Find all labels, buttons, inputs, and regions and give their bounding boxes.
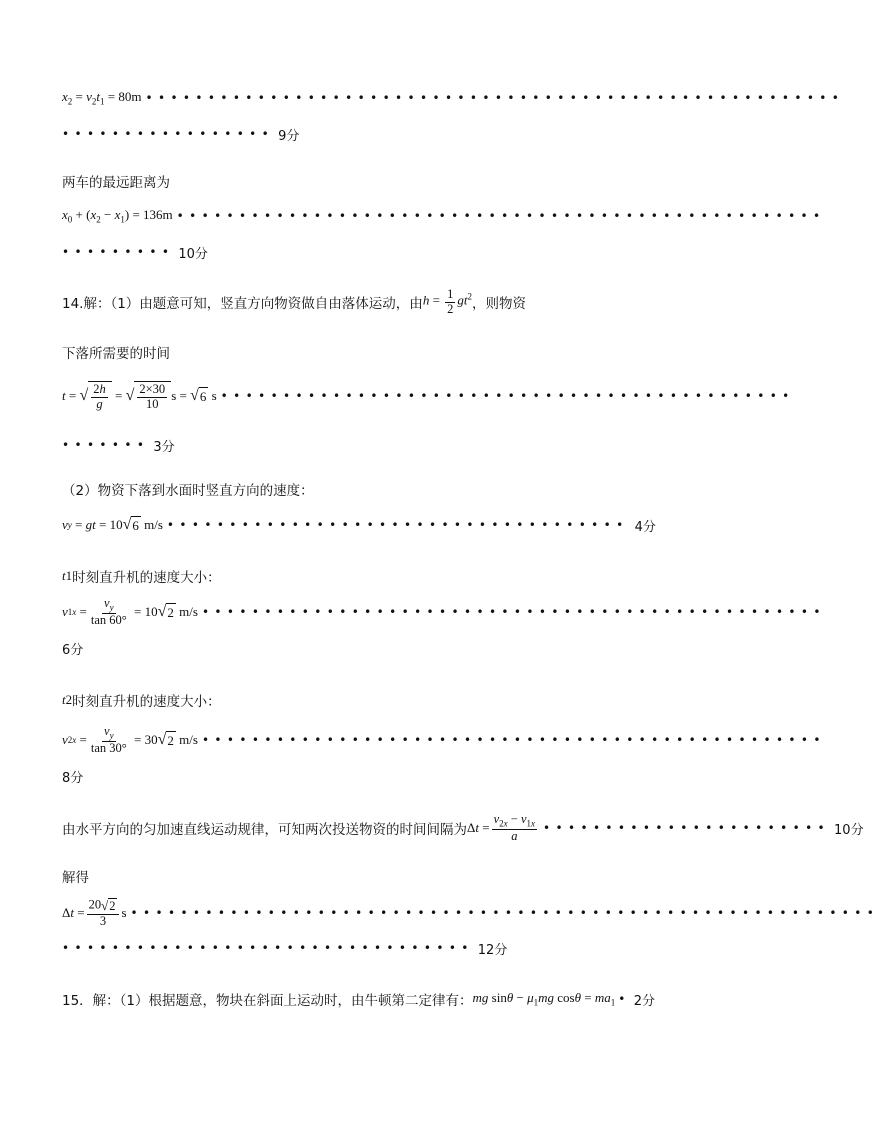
answer-line xyxy=(62,720,826,760)
answer-text: （2）物资下落到水面时竖直方向的速度： xyxy=(62,483,314,499)
score-label: 4分 xyxy=(634,519,656,535)
dot-leader: •••••••••••••••••••••••••••••••••••••••••••••••••••••••••••• xyxy=(130,906,879,920)
answer-line xyxy=(62,766,736,786)
answer-text: 两车的最远距离为 xyxy=(62,175,170,191)
equation: $x_0 + (x_2 - x_1) = 136m$ xyxy=(62,207,173,225)
equation: v y = gt = 10 √ 6 m/s xyxy=(62,516,163,533)
answer-line xyxy=(62,242,736,262)
answer-text: 由水平方向的匀加速直线运动规律，可知两次投送物资的时间间隔为 xyxy=(62,822,467,838)
equation: Δ t = $\frac{v_{2x} - v_{1x}}{a}$ xyxy=(467,811,536,843)
answer-text: 下落所需要的时间 xyxy=(62,346,170,362)
dot-leader: ••••••• xyxy=(62,438,150,452)
dot-leader: ••••••••••••••••• xyxy=(62,127,275,141)
answer-line xyxy=(62,374,795,418)
answer-line xyxy=(62,988,736,1010)
answer-line xyxy=(62,124,736,144)
score-label: 9分 xyxy=(278,128,300,144)
answer-line xyxy=(62,810,864,846)
dot-leader: •••••••••••••••••••••••••••••••••••••••••••••••••• xyxy=(201,733,826,747)
answer-line xyxy=(62,892,879,934)
dot-leader: ••••••••••••••••••••••• xyxy=(543,821,831,835)
answer-line xyxy=(62,592,826,632)
score-label: 6分 xyxy=(62,642,84,658)
equation: v 1x = $\frac{v_y}{\tan 60^\circ}$ = 10 √ 2 m/s xyxy=(62,595,198,627)
variable: t xyxy=(62,692,66,707)
equation: t = √ $\frac{2h}{g}$ = √ $\frac{2\times 30}{10}$ s = √ 6 s xyxy=(62,382,217,411)
answer-text: 时刻直升机的速度大小： xyxy=(72,694,221,710)
answer-line xyxy=(62,88,845,108)
answer-line xyxy=(62,638,736,658)
equation: mg $\sin\theta - \mu_1mg$ $\cos\theta = ma_1$ xyxy=(472,990,616,1008)
answer-text: 15．解：（1）根据题意，物块在斜面上运动时，由牛顿第二定律有： xyxy=(62,993,473,1009)
dot-leader: •••••••••••••••••••••••••••••••••••••••••••••••••••••••• xyxy=(145,91,845,105)
answer-line xyxy=(62,206,826,226)
score-label: 3分 xyxy=(153,439,175,455)
score-label: 10分 xyxy=(178,246,208,262)
answer-line: t 1 时刻直升机的速度大小： xyxy=(62,568,221,586)
dot-leader: •••••••••••••••••••••••••••••••••••••••••••••••••••• xyxy=(176,209,826,223)
answer-text: 14.解：（1）由题意可知，竖直方向物资做自由落体运动，由 xyxy=(62,296,423,312)
dot-leader: ••••••••• xyxy=(62,245,175,259)
answer-text: 解得 xyxy=(62,870,89,886)
dot-leader: ••••••••••••••••••••••••••••••••••••• xyxy=(166,518,629,532)
dot-leader: ••••••••••••••••••••••••••••••••• xyxy=(62,941,474,955)
answer-line xyxy=(62,435,736,455)
equation: v 2x = $\frac{v_y}{\tan 30^\circ}$ = 30 √ 2 m/s xyxy=(62,723,198,755)
dot-leader: •••••••••••••••••••••••••••••••••••••••••••••••••• xyxy=(201,605,826,619)
equation: h = $\frac{1}{2}$ $gt^2$ xyxy=(422,287,473,316)
answer-text: 时刻直升机的速度大小： xyxy=(72,570,221,586)
variable: t xyxy=(62,568,66,583)
answer-line: t 2 时刻直升机的速度大小： xyxy=(62,692,221,710)
dot-leader: •••••••••••••••••••••••••••••••••••••••••••••• xyxy=(220,389,795,403)
equation: $x_2 = v_2t_1 = 80m$ xyxy=(62,89,142,107)
answer-text: ，则物资 xyxy=(472,296,527,312)
score-label: 12分 xyxy=(477,942,508,958)
score-label: 10分 xyxy=(834,822,864,838)
answer-line xyxy=(62,938,736,958)
dot-leader: • xyxy=(618,992,631,1006)
answer-line xyxy=(62,514,736,536)
score-label: 2分 xyxy=(633,993,655,1009)
equation: Δ t = 20 √ 2 3 s xyxy=(62,897,127,928)
answer-line xyxy=(62,284,736,320)
score-label: 8分 xyxy=(62,770,84,786)
